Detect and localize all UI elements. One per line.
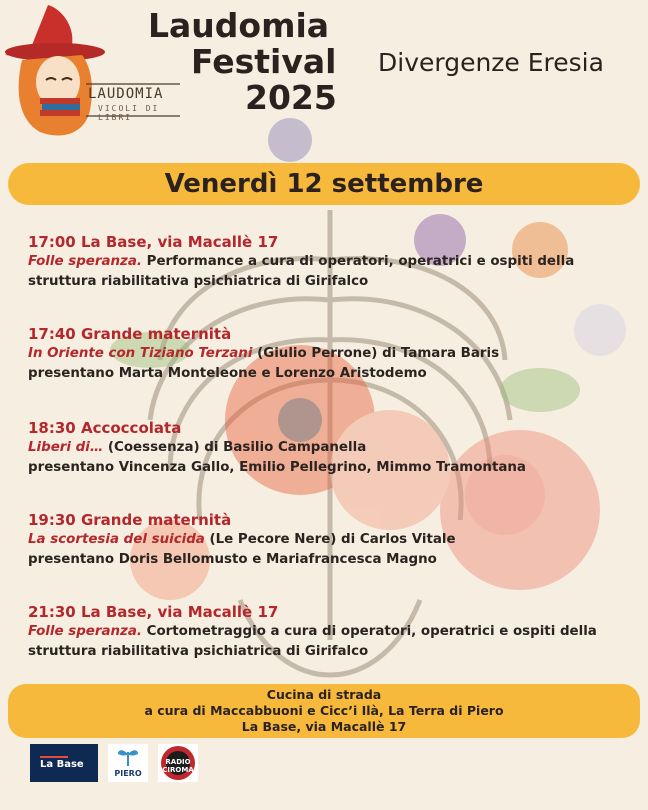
event-detail-line2: presentano Vincenza Gallo, Emilio Pellegrino, Mimmo Tramontana xyxy=(28,460,526,475)
food-banner xyxy=(8,684,640,738)
event-item xyxy=(28,418,643,478)
festival-title-line1: Laudomia xyxy=(148,6,330,45)
sponsor-logo-radio-ciroma xyxy=(158,744,198,782)
sponsor-name: La Base xyxy=(40,759,84,770)
event-work-title: Folle speranza. xyxy=(28,624,142,639)
sponsor-name: PIERO xyxy=(114,769,142,778)
festival-title-line2: Festival xyxy=(191,42,337,81)
event-detail-line2: struttura riabilitativa psichiatrica di Girifalco xyxy=(28,644,369,659)
event-work-title: Folle speranza. xyxy=(28,254,142,269)
event-time-venue: 19:30 Grande maternità xyxy=(28,511,232,529)
event-detail: (Le Pecore Nere) di Carlos Vitale xyxy=(204,532,456,547)
sponsor-logo-terra-di-piero xyxy=(108,744,148,782)
event-time-venue: 17:00 La Base, via Macallè 17 xyxy=(28,233,279,251)
event-detail: (Giulio Perrone) di Tamara Baris xyxy=(252,346,500,361)
event-item xyxy=(28,510,643,570)
event-work-title: In Oriente con Tiziano Terzani xyxy=(28,346,253,361)
date-banner xyxy=(8,163,640,205)
event-description xyxy=(28,438,643,458)
event-item xyxy=(28,602,643,662)
event-description xyxy=(28,344,643,364)
header xyxy=(0,0,648,160)
event-date: Venerdì 12 settembre xyxy=(164,169,484,199)
event-time-venue: 18:30 Accoccolata xyxy=(28,419,182,437)
event-work-title: La scortesia del suicida xyxy=(28,532,205,547)
food-title: Cucina di strada xyxy=(266,687,382,702)
event-detail: Performance a cura di operatori, operatrici e ospiti della xyxy=(141,254,575,269)
event-description xyxy=(28,622,643,642)
event-item xyxy=(28,232,643,292)
sponsor-name: RADIO CIROMA xyxy=(162,758,194,774)
stripe-icon xyxy=(40,756,68,758)
festival-subtitle: Divergenze Eresia xyxy=(378,48,604,77)
event-detail-line2: presentano Marta Monteleone e Lorenzo Aristodemo xyxy=(28,366,427,381)
food-venue: La Base, via Macallè 17 xyxy=(241,719,407,734)
event-detail: (Coessenza) di Basilio Campanella xyxy=(103,440,367,455)
event-time-venue: 17:40 Grande maternità xyxy=(28,325,232,343)
event-description xyxy=(28,530,643,550)
event-work-title: Liberi di… xyxy=(28,440,104,455)
sponsor-logo-la-base xyxy=(30,744,98,782)
logo-name: LAUDOMIA xyxy=(88,86,164,102)
festival-title-year: 2025 xyxy=(245,78,337,117)
event-detail-line2: presentano Doris Bellomusto e Mariafrancesca Magno xyxy=(28,552,437,567)
event-detail: Cortometraggio a cura di operatori, operatrici e ospiti della xyxy=(141,624,597,639)
food-organizers: a cura di Maccabbuoni e Cicc’i Ilà, La Terra di Piero xyxy=(144,703,504,718)
event-detail-line2: struttura riabilitativa psichiatrica di Girifalco xyxy=(28,274,369,289)
event-time-venue: 21:30 La Base, via Macallè 17 xyxy=(28,603,279,621)
event-item xyxy=(28,324,643,384)
logo-tagline: VICOLI DI LIBRI xyxy=(98,104,160,122)
event-description xyxy=(28,252,643,272)
sprout-icon xyxy=(108,744,148,770)
